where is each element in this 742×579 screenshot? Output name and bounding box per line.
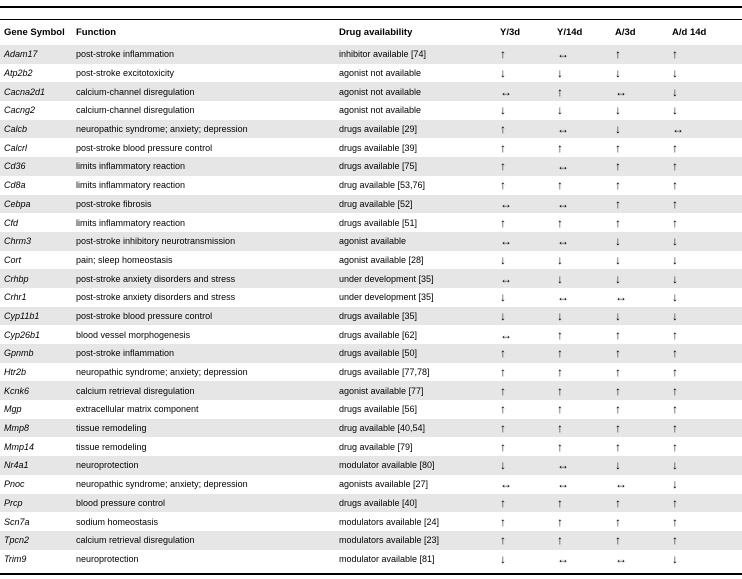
drug-availability-cell: drugs available [29]: [335, 120, 492, 139]
y-14d-cell: ↓: [551, 251, 611, 270]
a-d-14d-cell: ↑: [666, 157, 742, 176]
function-cell: blood vessel morphogenesis: [72, 325, 335, 344]
drug-availability-cell: agonist not available: [335, 101, 492, 120]
table-row: [0, 138, 742, 157]
y-3d-cell: ↑: [492, 45, 551, 64]
table-row: [0, 363, 742, 382]
a-3d-cell: ↑: [611, 325, 666, 344]
y-3d-cell: ↑: [492, 512, 551, 531]
table-row: [0, 419, 742, 438]
function-cell: pain; sleep homeostasis: [72, 251, 335, 270]
y-3d-cell: ↑: [492, 531, 551, 550]
y-14d-cell: ↑: [551, 400, 611, 419]
y-14d-cell: ↔: [551, 550, 611, 569]
a-3d-cell: ↑: [611, 437, 666, 456]
a-3d-cell: ↑: [611, 344, 666, 363]
a-d-14d-cell: ↑: [666, 531, 742, 550]
table-row: [0, 251, 742, 270]
y-3d-cell: ↔: [492, 325, 551, 344]
drug-availability-cell: drug available [40,54]: [335, 419, 492, 438]
y-14d-cell: ↑: [551, 138, 611, 157]
header-y-3d: Y/3d: [500, 27, 521, 38]
a-d-14d-cell: ↓: [666, 307, 742, 326]
function-cell: post-stroke blood pressure control: [72, 307, 335, 326]
y-14d-cell: ↑: [551, 512, 611, 531]
function-cell: neuropathic syndrome; anxiety; depression: [72, 475, 335, 494]
function-cell: post-stroke anxiety disorders and stress: [72, 269, 335, 288]
a-3d-cell: ↔: [611, 550, 666, 569]
a-3d-cell: ↓: [611, 101, 666, 120]
y-14d-cell: ↓: [551, 269, 611, 288]
drug-availability-cell: drug available [79]: [335, 437, 492, 456]
a-d-14d-cell: ↓: [666, 269, 742, 288]
function-cell: calcium-channel disregulation: [72, 101, 335, 120]
function-cell: tissue remodeling: [72, 419, 335, 438]
gene-symbol-cell: Calcrl: [0, 138, 72, 157]
drug-availability-cell: drugs available [51]: [335, 213, 492, 232]
bottom-rule: [0, 573, 742, 575]
gene-symbol-cell: Scn7a: [0, 512, 72, 531]
drug-availability-cell: agonist available [28]: [335, 251, 492, 270]
a-d-14d-cell: ↑: [666, 213, 742, 232]
table-row: [0, 531, 742, 550]
function-cell: tissue remodeling: [72, 437, 335, 456]
drug-availability-cell: modulator available [80]: [335, 456, 492, 475]
table-row: [0, 325, 742, 344]
drug-availability-cell: drugs available [77,78]: [335, 363, 492, 382]
table-row: [0, 176, 742, 195]
function-cell: limits inflammatory reaction: [72, 213, 335, 232]
a-d-14d-cell: ↑: [666, 512, 742, 531]
a-3d-cell: ↓: [611, 307, 666, 326]
a-d-14d-cell: ↑: [666, 437, 742, 456]
function-cell: post-stroke inhibitory neurotransmission: [72, 232, 335, 251]
a-d-14d-cell: ↓: [666, 232, 742, 251]
header-drug-availability: Drug availability: [339, 27, 413, 38]
a-3d-cell: ↑: [611, 381, 666, 400]
a-d-14d-cell: ↓: [666, 475, 742, 494]
gene-symbol-cell: Cd8a: [0, 176, 72, 195]
a-d-14d-cell: ↔: [666, 120, 742, 139]
a-3d-cell: ↑: [611, 195, 666, 214]
y-14d-cell: ↔: [551, 475, 611, 494]
gene-symbol-cell: Chrm3: [0, 232, 72, 251]
a-3d-cell: ↓: [611, 120, 666, 139]
y-14d-cell: ↔: [551, 456, 611, 475]
table-row: [0, 157, 742, 176]
table-row: [0, 400, 742, 419]
gene-symbol-cell: Mmp8: [0, 419, 72, 438]
function-cell: extracellular matrix component: [72, 400, 335, 419]
header-a-3d: A/3d: [615, 27, 636, 38]
gene-symbol-cell: Cyp26b1: [0, 325, 72, 344]
table-row: [0, 437, 742, 456]
y-3d-cell: ↑: [492, 494, 551, 513]
a-d-14d-cell: ↑: [666, 138, 742, 157]
table-row: [0, 269, 742, 288]
drug-availability-cell: drug available [52]: [335, 195, 492, 214]
a-3d-cell: ↔: [611, 288, 666, 307]
y-14d-cell: ↑: [551, 325, 611, 344]
table-row: [0, 381, 742, 400]
drug-availability-cell: agonist available [77]: [335, 381, 492, 400]
function-cell: post-stroke inflammation: [72, 344, 335, 363]
a-3d-cell: ↑: [611, 45, 666, 64]
table-row: [0, 307, 742, 326]
function-cell: post-stroke fibrosis: [72, 195, 335, 214]
y-3d-cell: ↑: [492, 138, 551, 157]
a-d-14d-cell: ↑: [666, 381, 742, 400]
gene-symbol-cell: Calcb: [0, 120, 72, 139]
y-3d-cell: ↑: [492, 400, 551, 419]
table-row: [0, 512, 742, 531]
a-3d-cell: ↓: [611, 64, 666, 83]
drug-availability-cell: drugs available [35]: [335, 307, 492, 326]
y-3d-cell: ↓: [492, 550, 551, 569]
y-3d-cell: ↔: [492, 232, 551, 251]
y-3d-cell: ↔: [492, 269, 551, 288]
y-3d-cell: ↓: [492, 456, 551, 475]
a-3d-cell: ↑: [611, 419, 666, 438]
header-a-d-14d: A/d 14d: [672, 27, 707, 38]
gene-symbol-cell: Pnoc: [0, 475, 72, 494]
function-cell: neuropathic syndrome; anxiety; depression: [72, 120, 335, 139]
drug-availability-cell: under development [35]: [335, 288, 492, 307]
header-function: Function: [76, 27, 117, 38]
drug-availability-cell: modulators available [23]: [335, 531, 492, 550]
function-cell: post-stroke excitotoxicity: [72, 64, 335, 83]
drug-availability-cell: modulator available [81]: [335, 550, 492, 569]
function-cell: neuroprotection: [72, 550, 335, 569]
gene-symbol-cell: Trim9: [0, 550, 72, 569]
gene-symbol-cell: Tpcn2: [0, 531, 72, 550]
gene-symbol-cell: Cebpa: [0, 195, 72, 214]
a-3d-cell: ↑: [611, 531, 666, 550]
y-3d-cell: ↑: [492, 120, 551, 139]
gene-symbol-cell: Crhr1: [0, 288, 72, 307]
y-14d-cell: ↔: [551, 157, 611, 176]
y-14d-cell: ↔: [551, 45, 611, 64]
y-3d-cell: ↑: [492, 157, 551, 176]
a-3d-cell: ↑: [611, 138, 666, 157]
table-body: [0, 45, 742, 568]
a-3d-cell: ↔: [611, 82, 666, 101]
function-cell: post-stroke inflammation: [72, 45, 335, 64]
a-d-14d-cell: ↓: [666, 101, 742, 120]
y-3d-cell: ↔: [492, 475, 551, 494]
a-3d-cell: ↔: [611, 475, 666, 494]
function-cell: blood pressure control: [72, 494, 335, 513]
y-3d-cell: ↔: [492, 82, 551, 101]
drug-availability-cell: drugs available [40]: [335, 494, 492, 513]
y-14d-cell: ↑: [551, 213, 611, 232]
gene-symbol-cell: Cort: [0, 251, 72, 270]
y-14d-cell: ↑: [551, 381, 611, 400]
y-14d-cell: ↔: [551, 288, 611, 307]
a-3d-cell: ↓: [611, 232, 666, 251]
table-row: [0, 344, 742, 363]
y-14d-cell: ↑: [551, 437, 611, 456]
drug-availability-cell: agonist available: [335, 232, 492, 251]
gene-symbol-cell: Crhbp: [0, 269, 72, 288]
gene-symbol-cell: Mgp: [0, 400, 72, 419]
table-row: [0, 288, 742, 307]
function-cell: post-stroke anxiety disorders and stress: [72, 288, 335, 307]
top-rule: [0, 6, 742, 8]
y-14d-cell: ↑: [551, 531, 611, 550]
y-3d-cell: ↑: [492, 419, 551, 438]
gene-symbol-cell: Cd36: [0, 157, 72, 176]
a-d-14d-cell: ↑: [666, 325, 742, 344]
drug-availability-cell: drugs available [75]: [335, 157, 492, 176]
a-d-14d-cell: ↑: [666, 400, 742, 419]
gene-symbol-cell: Kcnk6: [0, 381, 72, 400]
y-3d-cell: ↓: [492, 251, 551, 270]
table-row: [0, 550, 742, 569]
y-14d-cell: ↔: [551, 232, 611, 251]
a-d-14d-cell: ↑: [666, 494, 742, 513]
a-d-14d-cell: ↑: [666, 419, 742, 438]
function-cell: limits inflammatory reaction: [72, 176, 335, 195]
table-row: [0, 120, 742, 139]
gene-symbol-cell: Atp2b2: [0, 64, 72, 83]
a-d-14d-cell: ↓: [666, 82, 742, 101]
a-d-14d-cell: ↑: [666, 176, 742, 195]
gene-symbol-cell: Adam17: [0, 45, 72, 64]
a-3d-cell: ↑: [611, 363, 666, 382]
drug-availability-cell: drugs available [50]: [335, 344, 492, 363]
table-row: [0, 64, 742, 83]
y-3d-cell: ↓: [492, 288, 551, 307]
table-row: [0, 195, 742, 214]
a-3d-cell: ↓: [611, 269, 666, 288]
y-14d-cell: ↓: [551, 307, 611, 326]
y-3d-cell: ↑: [492, 213, 551, 232]
function-cell: post-stroke blood pressure control: [72, 138, 335, 157]
a-3d-cell: ↑: [611, 157, 666, 176]
y-14d-cell: ↑: [551, 363, 611, 382]
a-d-14d-cell: ↓: [666, 288, 742, 307]
gene-symbol-cell: Cyp11b1: [0, 307, 72, 326]
drug-availability-cell: modulators available [24]: [335, 512, 492, 531]
y-3d-cell: ↓: [492, 101, 551, 120]
y-14d-cell: ↔: [551, 120, 611, 139]
gene-symbol-cell: Htr2b: [0, 363, 72, 382]
y-3d-cell: ↑: [492, 437, 551, 456]
a-d-14d-cell: ↑: [666, 344, 742, 363]
header-row: [0, 20, 742, 45]
a-3d-cell: ↑: [611, 494, 666, 513]
table-row: [0, 45, 742, 64]
y-14d-cell: ↑: [551, 419, 611, 438]
y-3d-cell: ↑: [492, 344, 551, 363]
function-cell: neuropathic syndrome; anxiety; depression: [72, 363, 335, 382]
function-cell: sodium homeostasis: [72, 512, 335, 531]
a-3d-cell: ↑: [611, 400, 666, 419]
y-3d-cell: ↓: [492, 307, 551, 326]
a-d-14d-cell: ↓: [666, 550, 742, 569]
a-d-14d-cell: ↓: [666, 64, 742, 83]
header-y-14d: Y/14d: [557, 27, 583, 38]
table-row: [0, 213, 742, 232]
y-14d-cell: ↑: [551, 176, 611, 195]
y-14d-cell: ↑: [551, 494, 611, 513]
y-3d-cell: ↔: [492, 195, 551, 214]
table-row: [0, 232, 742, 251]
y-14d-cell: ↑: [551, 82, 611, 101]
a-d-14d-cell: ↓: [666, 456, 742, 475]
drug-availability-cell: inhibitor available [74]: [335, 45, 492, 64]
gene-symbol-cell: Nr4a1: [0, 456, 72, 475]
a-d-14d-cell: ↓: [666, 251, 742, 270]
gene-symbol-cell: Cacna2d1: [0, 82, 72, 101]
y-14d-cell: ↑: [551, 344, 611, 363]
drug-availability-cell: drug available [53,76]: [335, 176, 492, 195]
table-row: [0, 494, 742, 513]
gene-symbol-cell: Gpnmb: [0, 344, 72, 363]
drug-availability-cell: drugs available [56]: [335, 400, 492, 419]
table-row: [0, 475, 742, 494]
function-cell: calcium retrieval disregulation: [72, 381, 335, 400]
a-3d-cell: ↑: [611, 176, 666, 195]
y-3d-cell: ↑: [492, 176, 551, 195]
function-cell: calcium-channel disregulation: [72, 82, 335, 101]
function-cell: calcium retrieval disregulation: [72, 531, 335, 550]
drug-availability-cell: agonist not available: [335, 64, 492, 83]
a-3d-cell: ↓: [611, 251, 666, 270]
y-14d-cell: ↓: [551, 64, 611, 83]
drug-availability-cell: drugs available [62]: [335, 325, 492, 344]
a-d-14d-cell: ↑: [666, 45, 742, 64]
y-14d-cell: ↓: [551, 101, 611, 120]
a-d-14d-cell: ↑: [666, 363, 742, 382]
table-row: [0, 82, 742, 101]
a-3d-cell: ↑: [611, 213, 666, 232]
function-cell: limits inflammatory reaction: [72, 157, 335, 176]
drug-availability-cell: agonist not available: [335, 82, 492, 101]
header-gene-symbol: Gene Symbol: [4, 27, 65, 38]
a-3d-cell: ↑: [611, 512, 666, 531]
y-3d-cell: ↑: [492, 381, 551, 400]
drug-availability-cell: agonists available [27]: [335, 475, 492, 494]
gene-symbol-cell: Prcp: [0, 494, 72, 513]
table-row: [0, 456, 742, 475]
drug-availability-cell: under development [35]: [335, 269, 492, 288]
y-3d-cell: ↑: [492, 363, 551, 382]
function-cell: neuroprotection: [72, 456, 335, 475]
a-d-14d-cell: ↑: [666, 195, 742, 214]
gene-symbol-cell: Mmp14: [0, 437, 72, 456]
a-3d-cell: ↓: [611, 456, 666, 475]
gene-symbol-cell: Cacng2: [0, 101, 72, 120]
drug-availability-cell: drugs available [39]: [335, 138, 492, 157]
gene-symbol-cell: Cfd: [0, 213, 72, 232]
table-row: [0, 101, 742, 120]
y-14d-cell: ↔: [551, 195, 611, 214]
y-3d-cell: ↓: [492, 64, 551, 83]
gene-table: [0, 20, 742, 568]
